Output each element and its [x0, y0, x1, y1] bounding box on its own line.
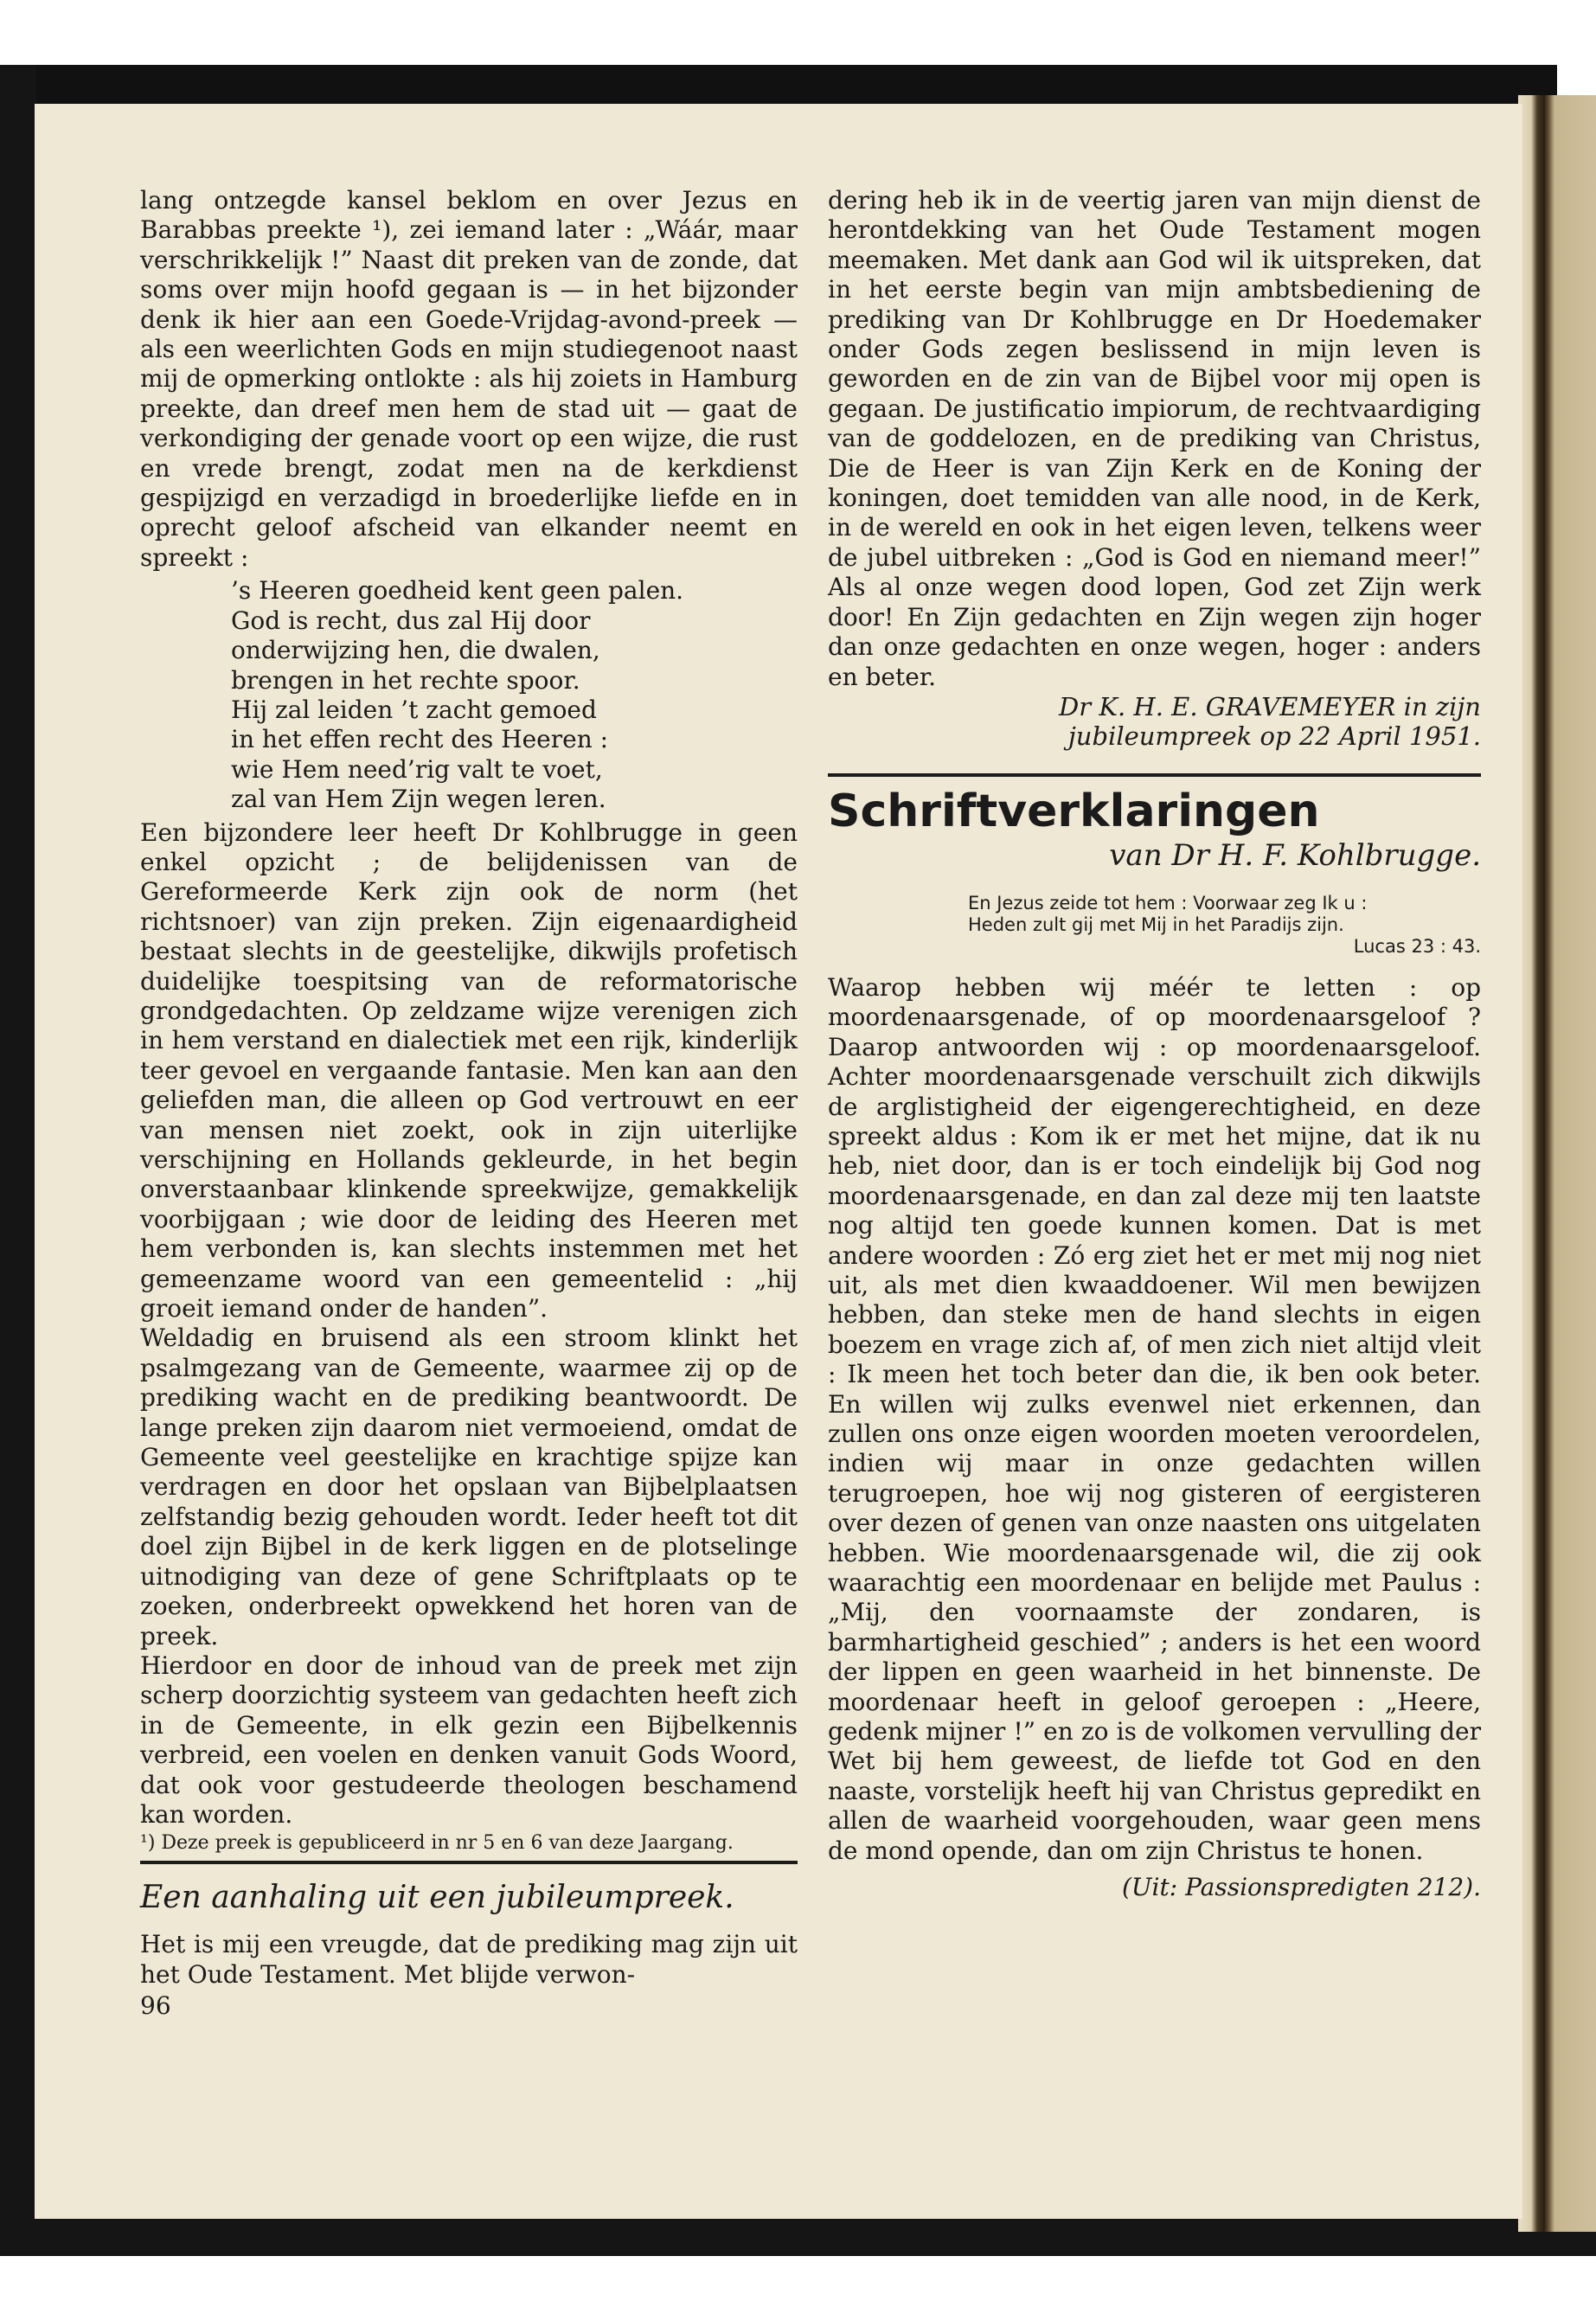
- motto-line: En Jezus zeide tot hem : Voorwaar zeg Ik u :: [968, 892, 1368, 913]
- verse-line: Hij zal leiden ’t zacht gemoed: [231, 695, 597, 724]
- author-line-1: Dr K. H. E. GRAVEMEYER in zijn: [1058, 691, 1481, 721]
- left-column: [140, 186, 798, 2022]
- author-line-2: jubileumpreek op 22 April 1951.: [1067, 721, 1481, 751]
- verse-line: God is recht, dus zal Hij door: [231, 606, 591, 635]
- page-number: 96: [140, 1991, 171, 2021]
- verse-line: zal van Hem Zijn wegen leren.: [231, 785, 606, 814]
- footnote: ¹) Deze preek is gepubliceerd in nr 5 en 6 van deze Jaargang.: [140, 1832, 734, 1855]
- section-title: Schriftverklaringen: [828, 785, 1320, 837]
- motto-reference: Lucas 23 : 43.: [1353, 935, 1481, 957]
- page-edge: [1518, 95, 1596, 2232]
- scan-border-top: [0, 65, 1557, 106]
- right-column: [828, 186, 1481, 1903]
- left-paragraph-5: Het is mij een vreugde, dat de prediking mag zijn uit het Oude Testament. Met blijde verwon-: [140, 1930, 798, 1989]
- scan-border-bottom: [0, 2214, 1596, 2256]
- left-paragraph-4: Hierdoor en door de inhoud van de preek met zijn scherp doorzichtig systeem van gedachten heeft zich in de Gemeente, in elk gezin een Bijbelkennis verbreid, een voelen en denken vanuit Gods Woord, dat ook voor gestudeerde theologen beschamend kan worden.: [140, 1650, 798, 1829]
- motto-line: Heden zult gij met Mij in het Paradijs zijn.: [968, 913, 1344, 935]
- verse-line: wie Hem need’rig valt te voet,: [231, 754, 603, 784]
- right-paragraph-2: Waarop hebben wij méér te letten : op moordenaarsgenade, of op moordenaarsgeloof ? Daarop antwoorden wij : op moordenaarsgeloof. Achter moordenaarsgenade verschuilt zich dikwijls de arglistigheid der eigengerechtigheid, en deze spreekt aldus : Kom ik er met het mijne, dat ik nu heb, niet door, dan is er toch eindelijk bij God nog moordenaarsgenade, en dan zal deze mij ten laatste nog altijd ten goede kunnen komen. Dat is met andere woorden : Zó erg ziet het er met mij nog niet uit, als met dien kwaaddoener. Wil men bewijzen hebben, dan steke men de hand slechts in eigen boezem en vrage zich af, of men zich niet altijd vleit : Ik meen het toch beter dan die, ik ben ook beter. En willen wij zulks evenwel niet erkennen, dan zullen ons onze eigen woorden moeten veroordelen, indien wij maar in onze gedachten willen terugroepen, hoe wij nog gisteren of eergisteren over dezen of genen van onze naasten ons uitgelaten hebben. Wie moordenaarsgenade wil, die zij ook waarachtig een moordenaar en belijde met Paulus : „Mij, den voornaamste der zondaren, is barmhartigheid geschied” ; anders is het een woord der lippen en geen waarheid in het binnenste. De moordenaar heeft in geloof geroepen : „Heere, gedenk mijner !” en zo is de volkomen vervulling der Wet bij hem geweest, de liefde tot God en den naaste, vorstelijk heeft hij van Christus gepredikt en allen de waarheid voorgehouden, waar geen mens de mond opende, dan om zijn Christus te honen.: [828, 972, 1481, 1865]
- left-paragraph-1: lang ontzegde kansel beklom en over Jezus en Barabbas preekte ¹), zei iemand later : „Wáár, maar verschrikkelijk !” Naast dit preken van de zonde, dat soms over mijn hoofd gegaan is — in het bijzonder denk ik hier aan een Goede-Vrijdag-avond-preek — als een weerlichten Gods en mijn studiegenoot naast mij de opmerking ontlokte : als hij zoiets in Hamburg preekte, dan dreef men hem de stad uit — gaat de verkondiging der genade voort op een wijze, die rust en vrede brengt, zodat men na de kerkdienst gespijzigd en verzadigd in broederlijke liefde en in oprecht geloof afscheid van elkander neemt en spreekt :: [140, 186, 798, 572]
- section-divider: [140, 1861, 798, 1864]
- verse-line: onderwijzing hen, die dwalen,: [231, 636, 600, 665]
- scripture-motto: [828, 893, 1481, 958]
- right-paragraph-1: dering heb ik in de veertig jaren van mijn dienst de herontdekking van het Oude Testament mogen meemaken. Met dank aan God wil ik uitspreken, dat in het eerste begin van mijn ambtsbediening de prediking van Dr Kohlbrugge en Dr Hoedemaker onder Gods zegen beslissend in mijn leven is geworden en de zin van de Bijbel voor mij open is gegaan. De justificatio impiorum, de rechtvaardiging van de goddelozen, en de prediking van Christus, Die de Heer is van Zijn Kerk en de Koning der koningen, doet temidden van alle nood, in de Kerk, in de wereld en ook in het eigen leven, telkens weer de jubel uitbreken : „God is God en niemand meer!” Als al onze wegen dood lopen, God zet Zijn werk door! En Zijn gedachten en Zijn wegen zijn hoger dan onze gedachten en onze wegen, hoger : anders en beter.: [828, 186, 1481, 691]
- section-divider: [828, 773, 1481, 777]
- citation: (Uit: Passionspredigten 212).: [1122, 1873, 1481, 1902]
- verse-line: in het effen recht des Heeren :: [231, 725, 609, 754]
- verse-line: ’s Heeren goedheid kent geen palen.: [231, 576, 684, 606]
- scan-border-left: [0, 65, 36, 2253]
- left-paragraph-2: Een bijzondere leer heeft Dr Kohlbrugge in geen enkel opzicht ; de belijdenissen van de Gereformeerde Kerk zijn ook de norm (het richtsnoer) van zijn preken. Zijn eigenaardigheid bestaat slechts in de geestelijke, dikwijls profetisch duidelijke toespitsing van de reformatorische grondgedachten. Op zeldzame wijze verenigen zich in hem verstand en dialectiek met een rijk, kinderlijk teer gevoel en vergaande fantasie. Men kan aan den geliefden man, die alleen op God vertrouwt en eer van mensen niet zoekt, ook in zijn uiterlijke verschijning en Hollands gekleurde, in het begin onverstaanbaar klinkende spreekwijze, gemakkelijk voorbijgaan ; wie door de leiding des Heeren met hem verbonden is, kan slechts instemmen met het gemeenzame woord van een gemeentelid : „hij groeit iemand onder de handen”.: [140, 817, 798, 1324]
- left-paragraph-3: Weldadig en bruisend als een stroom klinkt het psalmgezang van de Gemeente, waarmee zij op de prediking wacht en de prediking beantwoordt. De lange preken zijn daarom niet vermoeiend, omdat de Gemeente veel geestelijke en krachtige spijze kan verdragen en door het opslaan van Bijbelplaatsen zelfstandig bezig gehouden wordt. Ieder heeft tot dit doel zijn Bijbel in de kerk liggen en de plotselinge uitnodiging van deze of gene Schriftplaats op te zoeken, onderbreekt opwekkend het horen van de preek.: [140, 1324, 798, 1650]
- psalm-verse: [231, 576, 798, 814]
- section-subtitle: van Dr H. F. Kohlbrugge.: [1109, 837, 1481, 873]
- section-heading: Een aanhaling uit een jubileumpreek.: [140, 1880, 734, 1916]
- verse-line: brengen in het rechte spoor.: [231, 665, 580, 695]
